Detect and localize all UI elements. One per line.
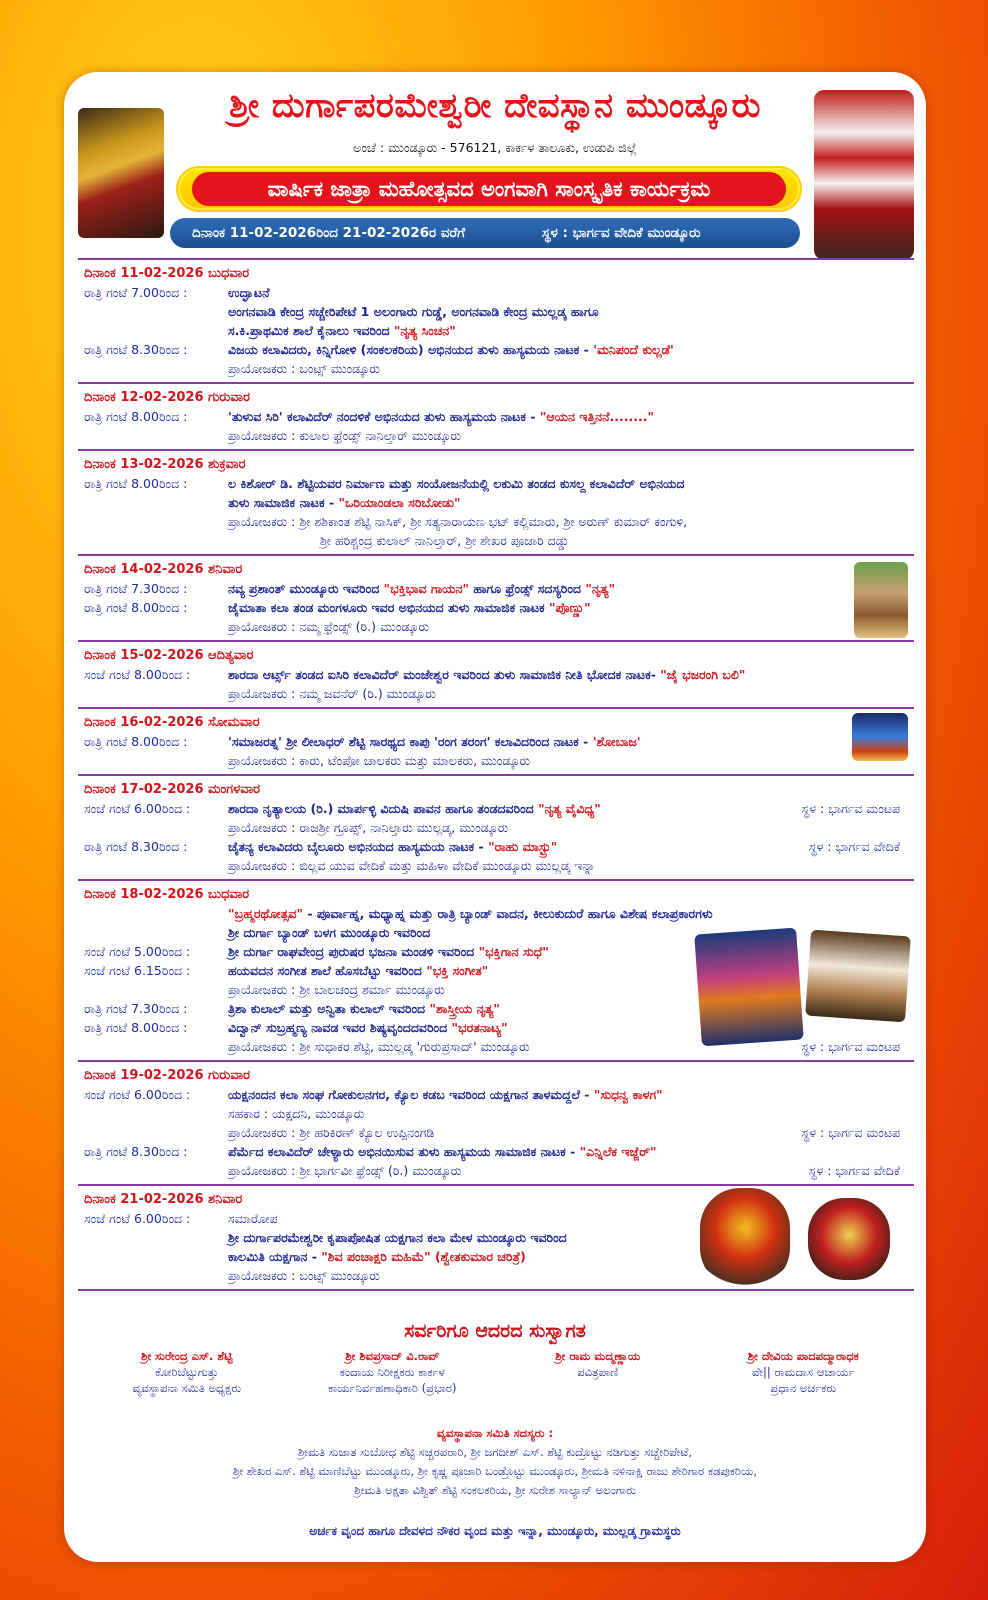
schedule-row xyxy=(84,359,914,378)
event-description xyxy=(228,340,914,359)
event-time xyxy=(84,904,228,923)
event-time: ರಾತ್ರಿ ಗಂಟೆ 7.30ರಿಂದ : xyxy=(84,1001,188,1016)
performance-photo xyxy=(805,930,911,1023)
event-text: ಶಾರದಾ ಆರ್ಟ್ಸ್ ತಂಡದ ಐಸಿರಿ ಕಲಾವಿದೆರ್ ಮಂಜೇಶ್ವರ ಇವರಿಂದ ತುಳು ಸಾಮಾಜಿಕ ನೀತಿ ಭೋದಕ ನಾಟಕ- xyxy=(228,667,656,682)
committee-line: ಶ್ರೀ ಶೇಖರ ಎಸ್. ಶೆಟ್ಟಿ ಮಾಣಿಬೆಟ್ಟು ಮುಂಡ್ಕೂರು, ಶ್ರೀ ಕೃಷ್ಣ ಪೂಜಾರಿ ಬಂಡ್ರೊಟ್ಟು ಮುಂಡ್ಕೂರು, ಶ್ರೀಮತಿ ನಳಿನಾಕ್ಷಿ ರಾಜು ಶೇರಿಗಾರ ಕಡಪುಕರಿಯ, xyxy=(233,1464,757,1478)
event-time: ರಾತ್ರಿ ಗಂಟೆ 7.30ರಿಂದ : xyxy=(84,581,188,596)
event-text: ವಿಜಯ ಕಲಾವಿದರು, ಕಿನ್ನಿಗೋಳಿ (ಸಂಕಲಕರಿಯ) ಅಭಿನಯದ ತುಳು ಹಾಸ್ಯಮಯ ನಾಟಕ - xyxy=(228,342,589,357)
event-text: ಹಯವದನ ಸಂಗೀತ ಶಾಲೆ ಹೊಸಬೆಟ್ಟು ಇವರಿಂದ xyxy=(228,963,422,978)
event-time xyxy=(84,980,228,999)
event-time xyxy=(84,321,228,340)
day-section xyxy=(78,258,914,384)
day-date: ದಿನಾಂಕ 14-02-2026 ಶನಿವಾರ xyxy=(84,562,243,577)
event-time: ರಾತ್ರಿ ಗಂಟೆ 8.00ರಿಂದ : xyxy=(84,600,188,615)
day-date: ದಿನಾಂಕ 13-02-2026 ಶುಕ್ರವಾರ xyxy=(84,457,246,472)
event-time xyxy=(84,359,228,378)
event-text: ಶ್ರೀ ದುರ್ಗಾ ಬ್ಯಾಂಡ್ ಬಳಗ ಮುಂಡ್ಕೂರು ಇವರಿಂದ xyxy=(228,925,431,940)
event-text: ನವ್ಯ ಪ್ರಶಾಂತ್ ಮುಂಡ್ಕೂರು ಇವರಿಂದ xyxy=(228,581,380,596)
venue: ಸ್ಥಳ : ಭಾರ್ಗವ ವೇದಿಕೆ ಮುಂಡ್ಕೂರು xyxy=(542,225,701,241)
schedule-row xyxy=(84,1123,914,1142)
day-section xyxy=(78,881,914,1062)
event-time: ಸಂಜೆ ಗಂಟೆ 6.00ರಿಂದ : xyxy=(84,1087,191,1102)
event-text: ಚೈತನ್ಯ ಕಲಾವಿದರು ಬೈಲೂರು ಅಭಿನಯದ ಹಾಸ್ಯಮಯ ನಾಟಕ - xyxy=(228,839,484,854)
date-venue-band xyxy=(170,218,800,248)
event-description xyxy=(228,493,914,512)
event-description xyxy=(228,426,914,445)
official-line: ವೇ|| ರಾಮದಾಸ ಆಚಾರ್ಯ xyxy=(751,1365,855,1379)
event-description xyxy=(228,617,914,636)
day-date: ದಿನಾಂಕ 18-02-2026 ಬುಧವಾರ xyxy=(84,887,250,902)
temple-title: ಶ್ರೀ ದುರ್ಗಾಪರಮೇಶ್ವರೀ ದೇವಸ್ಥಾನ ಮುಂಡ್ಕೂರು xyxy=(229,86,761,126)
schedule-row xyxy=(84,1142,914,1161)
event-place: ಸ್ಥಳ : ಭಾರ್ಗವ ಮಂಟಪ xyxy=(801,1125,900,1140)
event-text: 'ಸಮಾಜರತ್ನ' ಶ್ರೀ ಲೀಲಾಧರ್ ಶೆಟ್ಟಿ ಸಾರಥ್ಯದ ಕಾಪು 'ರಂಗ ತರಂಗ' ಕಲಾವಿದರಿಂದ ನಾಟಕ - xyxy=(228,734,589,749)
event-time xyxy=(84,1104,228,1123)
event-time xyxy=(84,1123,228,1142)
event-description xyxy=(228,665,914,684)
day-date: ದಿನಾಂಕ 12-02-2026 ಗುರುವಾರ xyxy=(84,390,251,405)
event-title: (ಶ್ವೇತಕುಮಾರ ಚರಿತ್ರೆ) xyxy=(434,1249,526,1264)
performance-photo xyxy=(854,562,908,638)
schedule-row xyxy=(84,1085,914,1104)
event-description xyxy=(228,359,914,378)
day-section xyxy=(78,709,914,776)
day-date: ದಿನಾಂಕ 17-02-2026 ಮಂಗಳವಾರ xyxy=(84,782,261,797)
event-text: ಶ್ರೀ ದುರ್ಗಾಪರಮೇಶ್ವರೀ ಕೃಪಾಪೋಷಿತ ಯಕ್ಷಗಾನ ಕಲಾ ಮೇಳ ಮುಂಡ್ಕೂರು ಇವರಿಂದ xyxy=(228,1230,567,1245)
schedule-list xyxy=(78,258,914,1291)
event-time: ಸಂಜೆ ಗಂಟೆ 6.00ರಿಂದ : xyxy=(84,801,191,816)
event-text: ಪ್ರಾಯೋಜಕರು : ಶ್ರೀ ಶಶಿಕಾಂತ ಶೆಟ್ಟಿ ನಾಸಿಕ್, ಶ್ರೀ ಸತ್ಯನಾರಾಯಣ ಭಟ್ ಕಲ್ಲಿಮಾರು, ಶ್ರೀ ಅರುಣ್ ಕುಮಾರ್ ಕಂಗುಳಿ, xyxy=(228,514,688,529)
event-time xyxy=(84,617,228,636)
poster-card xyxy=(64,72,926,1562)
official-4 xyxy=(701,1348,907,1396)
schedule-row xyxy=(84,1104,914,1123)
event-description xyxy=(228,1018,914,1037)
event-description xyxy=(228,904,914,923)
event-description xyxy=(228,1104,914,1123)
official-3 xyxy=(495,1348,701,1396)
official-line: ಕಂದಾಯ ನಿರೀಕ್ಷಕರು ಕಾರ್ಕಳ xyxy=(339,1365,445,1379)
official-line: ಕೋರಿಬೆಟ್ಟುಗುತ್ತು xyxy=(155,1365,219,1379)
event-time: ರಾತ್ರಿ ಗಂಟೆ 8.00ರಿಂದ : xyxy=(84,476,188,491)
event-text: ಶ್ರೀ ಹರಿಶ್ಚಂದ್ರ ಕುಲಾಲ್ ನಾನಿಲ್ತಾರ್, ಶ್ರೀ ಶೇಖರ ಪೂಜಾರಿ ದಡ್ಡು xyxy=(320,533,570,548)
event-text: ಪ್ರಾಯೋಜಕರು : ಶ್ರೀ ಬಾಲಚಂದ್ರ ಶರ್ಮಾ ಮುಂಡ್ಕೂರು xyxy=(228,982,445,997)
event-title: "ಭರತನಾಟ್ಯ" xyxy=(451,1020,508,1035)
event-text: 'ತುಳುವ ಸಿರಿ' ಕಲಾವಿದೆರ್ ನಂದಳಿಕೆ ಅಭಿನಯದ ತುಳು ಹಾಸ್ಯಮಯ ನಾಟಕ - xyxy=(228,409,536,424)
committee-block xyxy=(74,1424,916,1500)
event-text: ಹಾಗೂ ಫ್ರೆಂಡ್ಸ್ ಸದಸ್ಯರಿಂದ xyxy=(473,581,581,596)
event-time: ರಾತ್ರಿ ಗಂಟೆ 7.00ರಿಂದ : xyxy=(84,285,188,300)
event-title: "ಜೈ ಭಜರಂಗಿ ಬಲಿ" xyxy=(660,667,746,682)
event-time xyxy=(84,1037,228,1056)
event-title: 'ಮನಿಪಂದೆ ಕುಲ್ಲಡೆ' xyxy=(593,342,674,357)
schedule-row xyxy=(84,302,914,321)
event-description xyxy=(228,531,914,550)
event-title: 'ಶೋಬಾಜ' xyxy=(592,734,641,749)
event-description xyxy=(228,818,914,837)
event-time xyxy=(84,923,228,942)
event-text: ಸ.ಕಿ.ಪ್ರಾಥಮಿಕ ಶಾಲೆ ಕೈನಾಲು ಇವರಿಂದ xyxy=(228,323,390,338)
schedule-row xyxy=(84,283,914,302)
official-name: ಶ್ರೀ ದೇವಿಯ ಪಾದಪದ್ಮಾರಾಧಕ xyxy=(747,1349,859,1363)
event-title: "ಒರಿಯಾಂಡಲಾ ಸರಿಬೋಡು" xyxy=(338,495,461,510)
event-description xyxy=(228,321,914,340)
event-time xyxy=(84,426,228,445)
event-text: ಪ್ರಾಯೋಜಕರು : ಶ್ರೀ ಸುಧಾಕರ ಶೆಟ್ಟಿ, ಮುಲ್ಲಡ್ಕ 'ಗುರುಪ್ರಸಾದ್' ಮುಂಡ್ಕೂರು xyxy=(228,1039,530,1054)
official-name: ಶ್ರೀ ರಾಮ ಮದ್ಮಣ್ಣಾಯ xyxy=(555,1349,641,1363)
event-text: ಪೆರ್ಮೆದ ಕಲಾವಿದೆರ್ ಚೇಳ್ಯಾರು ಅಭಿನಯಿಸುವ ತುಳು ಹಾಸ್ಯಮಯ ಸಾಮಾಜಿಕ ನಾಟಕ - xyxy=(228,1144,576,1159)
official-1 xyxy=(84,1348,290,1396)
event-text: ತುಳು ಸಾಮಾಜಿಕ ನಾಟಕ - xyxy=(228,495,335,510)
event-time: ರಾತ್ರಿ ಗಂಟೆ 8.00ರಿಂದ : xyxy=(84,409,188,424)
event-time xyxy=(84,302,228,321)
event-description xyxy=(228,283,914,302)
event-text: ಶ್ರೀ ದುರ್ಗಾ ರಾಘವೇಂದ್ರ ಪುರುಷರ ಭಜನಾ ಮಂಡಳಿ ಇವರಿಂದ xyxy=(228,944,475,959)
event-title: "ಆಯನ ಇತ್ತಿನನೆ........" xyxy=(539,409,655,424)
event-description xyxy=(228,856,914,875)
event-text: ಪ್ರಾಯೋಜಕರು : ಶ್ರೀ ಹರಿಕಿರಣ್ ಕ್ಯೊಲ ಉಪ್ಪಿನಂಗಡಿ xyxy=(228,1125,435,1140)
event-text: ಪ್ರಾಯೋಜಕರು : ಶ್ರೀ ಭಾರ್ಗವೀ ಫ್ರೆಂಡ್ಸ್ (ರಿ.) ಮುಂಡ್ಕೂರು xyxy=(228,1163,462,1178)
event-banner-text: ವಾರ್ಷಿಕ ಜಾತ್ರಾ ಮಹೋತ್ಸವದ ಅಂಗವಾಗಿ ಸಾಂಸ್ಕೃತಿಕ ಕಾರ್ಯಕ್ರಮ xyxy=(192,172,786,206)
day-date: ದಿನಾಂಕ 11-02-2026 ಬುಧವಾರ xyxy=(84,266,250,281)
schedule-row xyxy=(84,474,914,493)
event-time: ರಾತ್ರಿ ಗಂಟೆ 8.00ರಿಂದ : xyxy=(84,734,188,749)
event-title: "ಭಕ್ತಿ ಸಂಗೀತ" xyxy=(426,963,489,978)
event-title: "ಭಕ್ತಿಭಾವ ಗಾಯನ" xyxy=(383,581,469,596)
event-description xyxy=(228,598,914,617)
event-time xyxy=(84,1161,228,1180)
schedule-row xyxy=(84,1266,914,1285)
day-section xyxy=(78,384,914,451)
event-time: ಸಂಜೆ ಗಂಟೆ 6.00ರಿಂದ : xyxy=(84,1211,191,1226)
schedule-row xyxy=(84,321,914,340)
event-place: ಸ್ಥಳ : ಭಾರ್ಗವ ಮಂಟಪ xyxy=(801,801,900,816)
event-time xyxy=(84,856,228,875)
committee-line: ಶ್ರೀಮತಿ ಸುಜಾತ ಸುಬೋಧ ಶೆಟ್ಟಿ ಸಚ್ಚರಪರಾರಿ, ಶ್ರೀ ಜಗದೀಶ್ ಎಸ್. ಶೆಟ್ಟಿ ಕುದ್ರೊಟ್ಟು ನಡಿಗುತ್ತು ಸಚ್ಚೇರಿಪೇಟೆ, xyxy=(297,1445,693,1459)
day-date: ದಿನಾಂಕ 19-02-2026 ಗುರುವಾರ xyxy=(84,1068,251,1083)
event-text: ವಿದ್ವಾನ್ ಸುಬ್ರಹ್ಮಣ್ಯ ನಾವಡ ಇವರ ಶಿಷ್ಯವೃಂದದವರಿಂದ xyxy=(228,1020,448,1035)
event-time: ಸಂಜೆ ಗಂಟೆ 8.00ರಿಂದ : xyxy=(84,667,191,682)
event-description xyxy=(228,732,914,751)
performance-photo xyxy=(694,928,804,1047)
day-date: ದಿನಾಂಕ 16-02-2026 ಸೋಮವಾರ xyxy=(84,715,260,730)
official-name: ಶ್ರೀ ಸುರೇಂದ್ರ ಎಸ್. ಶೆಟ್ಟಿ xyxy=(141,1349,233,1363)
event-title: "ಸುಧನ್ವ ಕಾಳಗ" xyxy=(593,1087,663,1102)
schedule-row xyxy=(84,407,914,426)
schedule-row xyxy=(84,531,914,550)
day-section xyxy=(78,1186,914,1291)
goddess-photo xyxy=(78,108,164,238)
officials-row xyxy=(84,1348,906,1396)
official-2 xyxy=(290,1348,496,1396)
performance-photo xyxy=(852,713,908,761)
event-text: ಪ್ರಾಯೋಜಕರು : ಬಂಟ್ಸ್ ಮುಂಡ್ಕೂರು xyxy=(228,361,380,376)
schedule-row xyxy=(84,1161,914,1180)
event-time: ಸಂಜೆ ಗಂಟೆ 5.00ರಿಂದ : xyxy=(84,944,191,959)
closing-line: ಅರ್ಚಕ ವೃಂದ ಹಾಗೂ ದೇವಳದ ನೌಕರ ವೃಂದ ಮತ್ತು ಇನ್ನಾ, ಮುಂಡ್ಕೂರು, ಮುಲ್ಲಡ್ಕ ಗ್ರಾಮಸ್ಥರು xyxy=(309,1524,681,1538)
event-description xyxy=(228,1085,914,1104)
event-description xyxy=(228,512,914,531)
schedule-row xyxy=(84,512,914,531)
schedule-row xyxy=(84,426,914,445)
day-date: ದಿನಾಂಕ 15-02-2026 ಆದಿತ್ಯವಾರ xyxy=(84,648,254,663)
event-text: ಜೈಮಾತಾ ಕಲಾ ತಂಡ ಮಂಗಳೂರು ಇವರ ಅಭಿನಯದ ತುಳು ಸಾಮಾಜಿಕ ನಾಟಕ xyxy=(228,600,545,615)
event-description xyxy=(228,407,914,426)
event-place: ಸ್ಥಳ : ಭಾರ್ಗವ ವೇದಿಕೆ xyxy=(808,839,900,854)
day-section xyxy=(78,642,914,709)
day-section xyxy=(78,776,914,881)
event-text: ಶಾರದಾ ನೃತ್ಯಾಲಯ (ರಿ.) ಮಾರ್ಪಳ್ಳಿ ವಿದುಷಿ ಪಾವನ ಹಾಗೂ ತಂಡದವರಿಂದ xyxy=(228,801,534,816)
event-text: ಯಕ್ಷನಂದನ ಕಲಾ ಸಂಘ ಗೋಕುಲನಗರ, ಕ್ಯೊಲ ಕಡಬ ಇವರಿಂದ ಯಕ್ಷಗಾನ ತಾಳಮದ್ದಲೆ - xyxy=(228,1087,590,1102)
event-description xyxy=(228,1142,914,1161)
schedule-row xyxy=(84,837,914,856)
schedule-row xyxy=(84,799,914,818)
event-time: ರಾತ್ರಿ ಗಂಟೆ 8.30ರಿಂದ : xyxy=(84,1144,188,1159)
event-time xyxy=(84,684,228,703)
event-text: ಪ್ರಾಯೋಜಕರು : ಕಾರು, ಟೆಂಪೋ ಚಾಲಕರು ಮತ್ತು ಮಾಲಕರು, ಮುಂಡ್ಕೂರು xyxy=(228,753,531,768)
event-text: ಪ್ರಾಯೋಜಕರು : ನಮ್ಮ ಜವನೆರ್ (ರಿ.) ಮುಂಡ್ಕೂರು xyxy=(228,686,436,701)
event-description xyxy=(228,751,914,770)
schedule-row xyxy=(84,684,914,703)
day-section xyxy=(78,451,914,556)
event-time xyxy=(84,512,228,531)
event-text: ಕಾಲಮಿತಿ ಯಕ್ಷಗಾನ - xyxy=(228,1249,317,1264)
event-description xyxy=(228,474,914,493)
schedule-row xyxy=(84,751,914,770)
day-date: ದಿನಾಂಕ 21-02-2026 ಶನಿವಾರ xyxy=(84,1192,243,1207)
event-time: ರಾತ್ರಿ ಗಂಟೆ 8.00ರಿಂದ : xyxy=(84,1020,188,1035)
event-title: "ಪೊಣ್ಣು" xyxy=(549,600,591,615)
event-text: - ಪೂರ್ವಾಹ್ನ, ಮಧ್ಯಾಹ್ನ ಮತ್ತು ರಾತ್ರಿ ಬ್ಯಾಂಡ್ ವಾದನ, ಕೀಲುಕುದುರೆ ಹಾಗೂ ವಿಶೇಷ ಕಲಾಪ್ರಕಾರಗಳು xyxy=(307,906,713,921)
event-time xyxy=(84,1247,228,1266)
schedule-row xyxy=(84,856,914,875)
event-time: ಸಂಜೆ ಗಂಟೆ 6.15ರಿಂದ : xyxy=(84,963,191,978)
schedule-row xyxy=(84,904,914,923)
event-text: ಅಂಗನವಾಡಿ ಕೇಂದ್ರ ಸಚ್ಚೇರಿಪೇಟೆ 1 ಅಲಂಗಾರು ಗುಡ್ಡೆ, ಅಂಗನವಾಡಿ ಕೇಂದ್ರ ಮುಲ್ಲಡ್ಕ ಹಾಗೂ xyxy=(228,304,599,319)
event-text: ಸಹಕಾರ : ಯಕ್ಷದನಿ, ಮುಂಡ್ಕೂರು xyxy=(228,1106,365,1121)
event-time: ರಾತ್ರಿ ಗಂಟೆ 8.30ರಿಂದ : xyxy=(84,342,188,357)
event-title: "ಬ್ರಹ್ಮರಥೋತ್ಸವ" xyxy=(228,906,304,921)
event-title: "ಎನ್ನಿಲೆಕ ಇಜ್ಜೆರ್" xyxy=(579,1144,657,1159)
schedule-row xyxy=(84,579,914,598)
official-role: ಪ್ರಧಾನ ಅರ್ಚಕರು xyxy=(770,1381,837,1395)
event-banner xyxy=(178,168,800,210)
temple-address: ಅಂಚೆ : ಮುಂಡ್ಕೂರು - 576121, ಕಾರ್ಕಳ ತಾಲೂಕು, ಉಡುಪಿ ಜಿಲ್ಲೆ xyxy=(353,140,637,155)
event-place: ಸ್ಥಳ : ಭಾರ್ಗವ ವೇದಿಕೆ xyxy=(808,1163,900,1178)
date-range: ದಿನಾಂಕ 11-02-2026ರಿಂದ 21-02-2026ರ ವರೆಗೆ xyxy=(192,225,466,241)
event-text: ಪ್ರಾಯೋಜಕರು : ಕುಲಾಲ ಫ್ರೆಂಡ್ಸ್ ನಾನಿಲ್ತಾರ್ ಮುಂಡ್ಕೂರು xyxy=(228,428,461,443)
event-description xyxy=(228,579,914,598)
schedule-row xyxy=(84,732,914,751)
event-time xyxy=(84,1266,228,1285)
event-place: ಸ್ಥಳ : ಭಾರ್ಗವ ಮಂಟಪ xyxy=(801,1039,900,1054)
event-description xyxy=(228,1266,914,1285)
committee-line: ಶ್ರೀಮತಿ ಅಕ್ಷತಾ ವಿಶ್ವಿತ್ ಶೆಟ್ಟಿ ಸಂಕಲಕರಿಯ, ಶ್ರೀ ಸುರೇಶ ಸಾಲ್ಯಾನ್ ಅಲಂಗಾರು xyxy=(354,1483,636,1497)
event-title: "ನೃತ್ಯ ವೈವಿಧ್ಯ" xyxy=(538,801,601,816)
official-name: ಶ್ರೀ ಶಿವಪ್ರಸಾದ್ ವಿ.ರಾವ್ xyxy=(345,1349,440,1363)
event-text: ಪ್ರಾಯೋಜಕರು : ನಮ್ಮ ಫ್ರೆಂಡ್ಸ್ (ರಿ.) ಮುಂಡ್ಕೂರು xyxy=(228,619,430,634)
event-text: ಸಮಾರೋಪ xyxy=(228,1211,278,1226)
event-text: ಪ್ರಾಯೋಜಕರು : ರಾಜಶ್ರೀ ಗ್ರೂಪ್ಸ್, ನಾನಿಲ್ತಾರು ಮುಲ್ಲಡ್ಕ, ಮುಂಡ್ಕೂರು xyxy=(228,820,509,835)
schedule-row xyxy=(84,665,914,684)
event-title: "ನೃತ್ಯ ಸಿಂಚನ" xyxy=(393,323,456,338)
event-time: ರಾತ್ರಿ ಗಂಟೆ 8.30ರಿಂದ : xyxy=(84,839,188,854)
schedule-row xyxy=(84,818,914,837)
schedule-row xyxy=(84,493,914,512)
official-line: ಪವಿತ್ರಪಾಣಿ xyxy=(577,1365,619,1379)
event-time xyxy=(84,1228,228,1247)
event-text: ಲ ಕಿಶೋರ್ ಡಿ. ಶೆಟ್ಟಿಯವರ ನಿರ್ಮಾಣ ಮತ್ತು ಸಂಯೋಜನೆಯಲ್ಲಿ ಲಕುಮಿ ತಂಡದ ಕುಸಲ್ದ ಕಲಾವಿದೆರ್ ಅಭಿನಯದ xyxy=(228,476,685,491)
day-section xyxy=(78,556,914,642)
event-description xyxy=(228,684,914,703)
performance-photo xyxy=(808,1198,890,1280)
event-time xyxy=(84,818,228,837)
official-role: ಕಾರ್ಯನಿರ್ವಹಣಾಧಿಕಾರಿ (ಪ್ರಭಾರ) xyxy=(328,1381,457,1395)
event-time xyxy=(84,531,228,550)
event-title: "ರಾಹು ಮಾಸ್ಟ್ರು" xyxy=(488,839,558,854)
event-title: "ನೃತ್ಯ" xyxy=(585,581,616,596)
event-text: ಪ್ರಾಯೋಜಕರು : ಬಂಟ್ಸ್ ಮುಂಡ್ಕೂರು xyxy=(228,1268,380,1283)
event-text: ಪ್ರಾಯೋಜಕರು : ಬಿಲ್ಲವ ಯುವ ವೇದಿಕೆ ಮತ್ತು ಮಹಿಳಾ ವೇದಿಕೆ ಮುಂಡ್ಕೂರು ಮುಲ್ಲಡ್ಕ ಇನ್ನಾ xyxy=(228,858,596,873)
day-section xyxy=(78,1062,914,1186)
event-text: ತ್ರಿಶಾ ಕುಲಾಲ್ ಮತ್ತು ಅನ್ವಿತಾ ಕುಲಾಲ್ ಇವರಿಂದ xyxy=(228,1001,426,1016)
committee-heading: ವ್ಯವಸ್ಥಾಪನಾ ಸಮಿತಿ ಸದಸ್ಯರು : xyxy=(436,1426,554,1440)
event-text: ಉದ್ಘಾಟನೆ xyxy=(228,285,270,300)
schedule-row xyxy=(84,617,914,636)
schedule-row xyxy=(84,340,914,359)
event-time xyxy=(84,493,228,512)
welcome-heading: ಸರ್ವರಿಗೂ ಆದರದ ಸುಸ್ವಾಗತ xyxy=(404,1320,586,1342)
official-role: ವ್ಯವಸ್ಥಾಪನಾ ಸಮಿತಿ ಅಧ್ಯಕ್ಷರು xyxy=(132,1381,242,1395)
event-description xyxy=(228,302,914,321)
event-title: "ಶಾಸ್ತ್ರೀಯ ನೃತ್ಯ" xyxy=(429,1001,500,1016)
event-title: "ಶಿವ ಪಂಚಾಕ್ಷರಿ ಮಹಿಮೆ" xyxy=(321,1249,431,1264)
schedule-row xyxy=(84,598,914,617)
performance-photo xyxy=(700,1188,790,1288)
event-title: "ಭಕ್ತಿಗಾನ ಸುಧೆ" xyxy=(478,944,549,959)
event-time xyxy=(84,751,228,770)
